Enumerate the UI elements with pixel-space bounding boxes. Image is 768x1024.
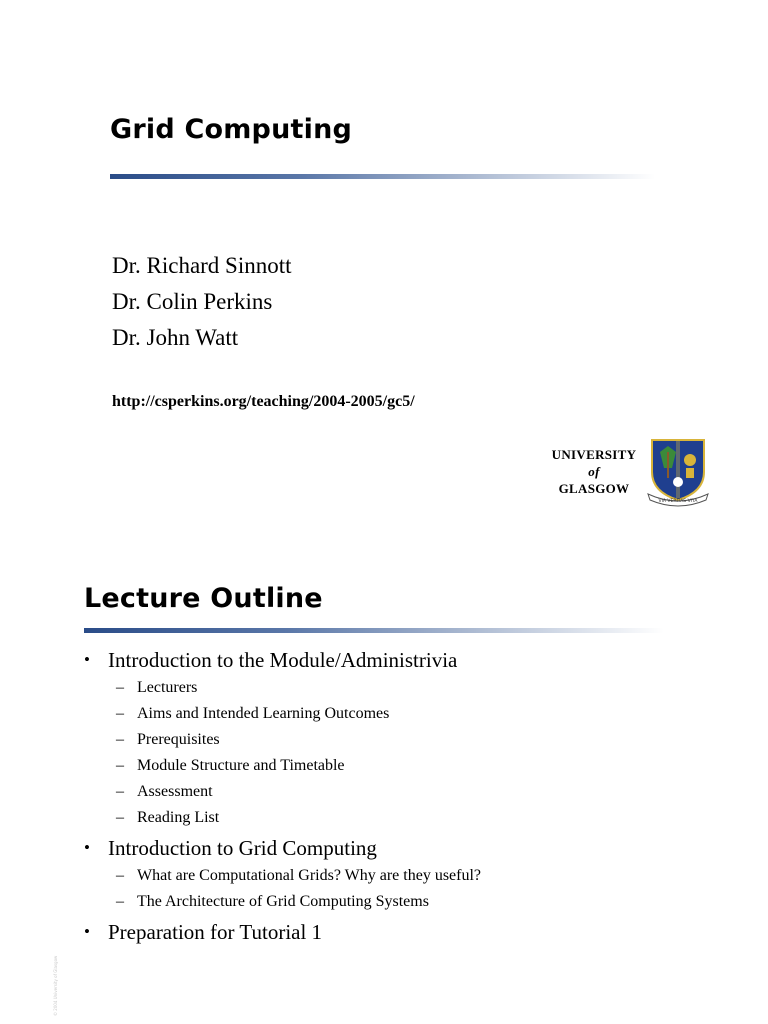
sub-list-item: – Lecturers <box>84 675 724 701</box>
author-name: Dr. Richard Sinnott <box>112 253 292 278</box>
author-name: Dr. John Watt <box>112 325 239 350</box>
university-logo <box>540 438 710 508</box>
dash-icon: – <box>116 757 124 774</box>
copyright-note: © 2004 University of Glasgow <box>53 955 58 1016</box>
dash-icon: – <box>116 893 124 910</box>
list-item: • Introduction to the Module/Administrivia <box>84 645 724 675</box>
dash-icon: – <box>116 679 124 696</box>
logo-line-university: UNIVERSITY <box>551 447 637 462</box>
crest-motto: VIA VERITAS VITA <box>658 499 698 504</box>
outline-slide <box>0 545 768 1024</box>
sub-list-item: – What are Computational Grids? Why are they useful? <box>84 863 724 889</box>
logo-wordmark <box>540 446 648 497</box>
outline-list <box>84 645 724 947</box>
bullet-icon: • <box>84 838 90 857</box>
crest-icon <box>646 438 710 508</box>
dash-icon: – <box>116 809 124 826</box>
logo-line-glasgow: GLASGOW <box>558 481 630 496</box>
dash-icon: – <box>116 731 124 748</box>
sub-list-item: – Assessment <box>84 779 724 805</box>
sub-list-item: – Aims and Intended Learning Outcomes <box>84 701 724 727</box>
author-name: Dr. Colin Perkins <box>112 289 273 314</box>
sub-list-item: – Module Structure and Timetable <box>84 753 724 779</box>
sub-list-item: – Reading List <box>84 805 724 831</box>
title-underline <box>84 628 664 633</box>
course-url-link[interactable]: http://csperkins.org/teaching/2004-2005/gc5/ <box>112 393 415 410</box>
title-underline <box>110 174 655 179</box>
list-item: • Introduction to Grid Computing <box>84 833 724 863</box>
list-item: • Preparation for Tutorial 1 <box>84 917 724 947</box>
author-list <box>112 248 292 356</box>
logo-line-of: of <box>588 464 600 479</box>
dash-icon: – <box>116 867 124 884</box>
slide-title: Lecture Outline <box>84 583 323 614</box>
slide-title: Grid Computing <box>110 114 353 145</box>
bullet-icon: • <box>84 922 90 941</box>
sub-list-item: – The Architecture of Grid Computing Systems <box>84 889 724 915</box>
bullet-icon: • <box>84 650 90 669</box>
dash-icon: – <box>116 783 124 800</box>
dash-icon: – <box>116 705 124 722</box>
sub-list-item: – Prerequisites <box>84 727 724 753</box>
